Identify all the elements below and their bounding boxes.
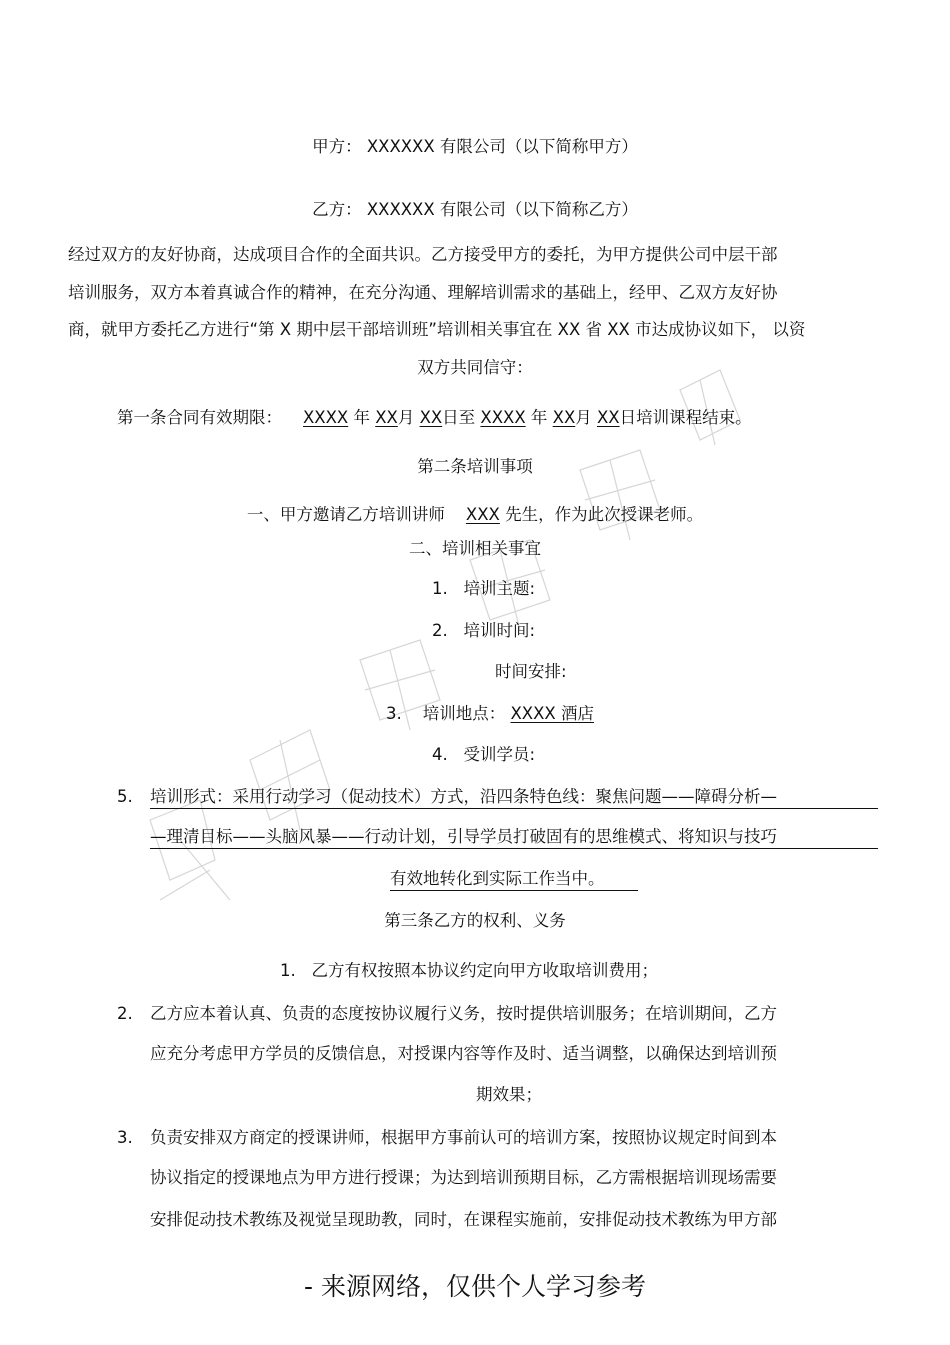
start-month-unit: 月 <box>397 408 415 427</box>
sub-item-form-number: 5. <box>117 787 133 806</box>
article-3-item-3-line-3: 安排促动技术教练及视觉呈现助教，同时，在课程实施前，安排促动技术教练为甲方部 <box>150 1210 777 1229</box>
sub-item-label: 培训地点： <box>422 704 506 723</box>
start-month: XX <box>375 408 398 427</box>
sub-item-label: 受训学员: <box>463 745 536 764</box>
start-day: XX <box>419 408 443 427</box>
article-3-title: 第三条乙方的权利、义务 <box>384 911 566 930</box>
item-number: 1. <box>280 961 296 980</box>
form-line-2: —理清目标——头脑风暴——行动计划，引导学员打破固有的思维模式、将知识与技巧 <box>150 826 878 849</box>
end-year-unit: 年 <box>530 408 548 427</box>
page-footer: - 来源网络，仅供个人学习参考 <box>304 1272 646 1301</box>
intro-line-1: 经过双方的友好协商，达成项目合作的全面共识。乙方接受甲方的委托，为甲方提供公司中层干部 <box>68 245 778 264</box>
start-day-unit: 日至 <box>442 408 476 427</box>
sub-item-number: 2. <box>432 621 448 640</box>
form-line-3: 有效地转化到实际工作当中。 <box>390 868 638 891</box>
article-2-item-1 <box>0 504 950 526</box>
form-line-1: 培训形式：采用行动学习（促动技术）方式，沿四条特色线：聚焦问题——障碍分析— <box>150 786 878 809</box>
article-3-item-3-line-2: 协议指定的授课地点为甲方进行授课；为达到培训预期目标，乙方需根据培训现场需要 <box>150 1168 777 1187</box>
article-1-validity <box>117 407 752 429</box>
article-3-item-3-line-1: 负责安排双方商定的授课讲师，根据甲方事前认可的培训方案，按照协议规定时间到本 <box>150 1128 777 1147</box>
intro-line-4: 双方共同信守： <box>417 358 533 377</box>
sub-item-label: 培训主题: <box>463 579 536 598</box>
schedule-label: 时间安排: <box>495 662 567 681</box>
party-a-line: 甲方： XXXXXX 有限公司（以下简称甲方） <box>312 137 638 156</box>
end-month: XX <box>552 408 576 427</box>
article-1-prefix: 第一条合同有效期限： <box>117 408 282 427</box>
sub-item-number: 1. <box>432 579 448 598</box>
item-1-text-a: 一、甲方邀请乙方培训讲师 <box>246 505 445 524</box>
end-day: XX <box>597 408 620 427</box>
end-month-unit: 月 <box>575 408 592 427</box>
start-year-unit: 年 <box>353 408 370 427</box>
start-year: XXXX <box>302 408 349 427</box>
item-1-text-b: 先生，作为此次授课老师。 <box>505 505 704 524</box>
location-value: XXXX 酒店 <box>510 704 594 723</box>
article-3-item-3-number: 3. <box>117 1128 133 1147</box>
article-3-item-2-line-3: 期效果； <box>476 1085 542 1104</box>
article-3-item-2-line-1: 乙方应本着认真、负责的态度按协议履行义务，按时提供培训服务；在培训期间，乙方 <box>150 1004 777 1023</box>
end-day-unit: 日培训课程结束。 <box>619 408 752 427</box>
intro-line-3: 商，就甲方委托乙方进行“第 X 期中层干部培训班”培训相关事宜在 XX 省 XX 市达成协议如下， 以资 <box>68 320 806 339</box>
article-3-item-1 <box>280 960 658 982</box>
sub-item-location <box>386 703 594 725</box>
sub-item-number: 4. <box>432 745 448 764</box>
sub-item-number: 3. <box>386 704 402 723</box>
article-3-item-2-number: 2. <box>117 1004 133 1023</box>
article-2-item-2: 二、培训相关事宜 <box>409 539 541 558</box>
article-3-item-2-line-2: 应充分考虑甲方学员的反馈信息，对授课内容等作及时、适当调整，以确保达到培训预 <box>150 1044 777 1063</box>
end-year: XXXX <box>480 408 526 427</box>
party-b-line: 乙方： XXXXXX 有限公司（以下简称乙方） <box>312 200 638 219</box>
sub-item-topic <box>432 578 535 600</box>
sub-item-trainees <box>432 744 535 766</box>
item-text: 乙方有权按照本协议约定向甲方收取培训费用； <box>311 961 658 980</box>
trainer-name: XXX <box>465 505 500 524</box>
article-2-title: 第二条培训事项 <box>417 457 533 476</box>
sub-item-time <box>432 620 535 642</box>
sub-item-label: 培训时间: <box>463 621 536 640</box>
intro-line-2: 培训服务，双方本着真诚合作的精神，在充分沟通、理解培训需求的基础上，经甲、乙双方友好协 <box>68 283 778 302</box>
